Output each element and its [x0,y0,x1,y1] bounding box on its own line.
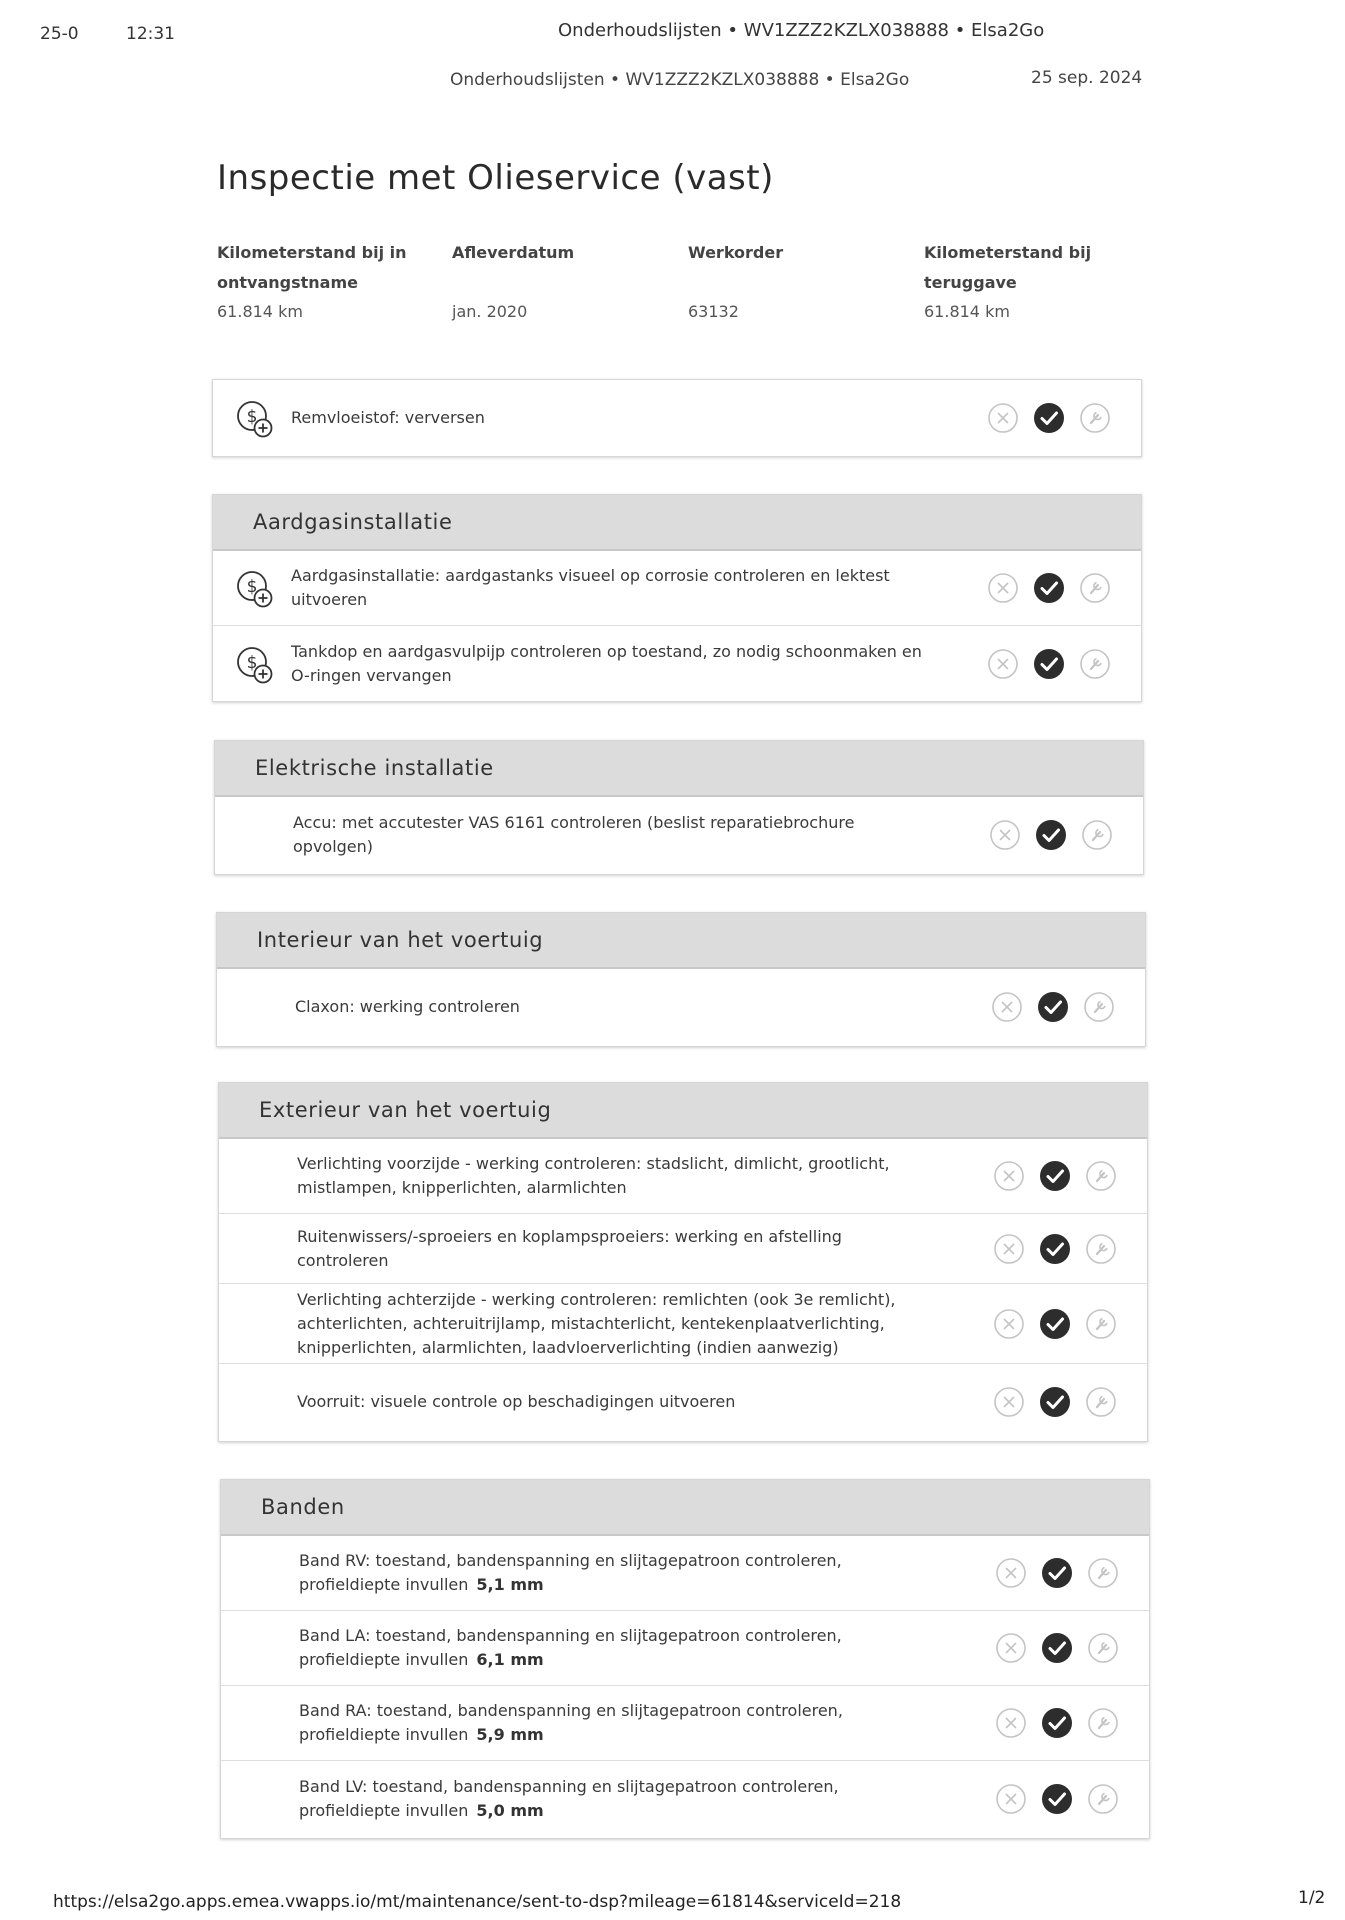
list-item [217,969,1145,1044]
item-text: Tankdop en aardgasvulpijp controleren op toestand, zo nodig schoonmaken en O-ringen vervangen [291,641,922,685]
page-number: 1/2 [1298,1888,1326,1908]
not-ok-icon[interactable] [989,819,1021,851]
list-item [213,551,1141,626]
status-group [987,648,1111,680]
list-item [219,1364,1147,1439]
section-title: Exterieur van het voertuig [219,1083,1147,1139]
page-header-date: 25 sep. 2024 [1031,68,1143,88]
not-ok-icon[interactable] [987,402,1019,434]
wrench-icon[interactable] [1087,1632,1119,1664]
check-icon[interactable] [1033,648,1065,680]
wrench-icon[interactable] [1079,648,1111,680]
list-item [219,1214,1147,1284]
status-group [989,819,1113,851]
info-work-order [688,238,918,326]
cost-icon [235,399,275,439]
check-icon[interactable] [1035,819,1067,851]
status-group [995,1632,1119,1664]
info-value: 63132 [688,302,739,321]
info-value: 61.814 km [217,302,303,321]
section-aardgas [212,494,1142,702]
check-icon[interactable] [1039,1160,1071,1192]
not-ok-icon[interactable] [993,1233,1025,1265]
check-icon[interactable] [1039,1233,1071,1265]
info-label: Kilometerstand bij teruggave [924,243,1092,292]
tire-item [221,1611,1149,1686]
not-ok-icon[interactable] [991,991,1023,1023]
info-value: jan. 2020 [452,302,528,321]
section-interieur [216,912,1146,1047]
item-text [299,1549,939,1597]
info-label: Werkorder [688,243,784,262]
tread-depth-value: 5,9 mm [476,1725,544,1744]
section-title: Interieur van het voertuig [217,913,1145,969]
wrench-icon[interactable] [1087,1557,1119,1589]
not-ok-icon[interactable] [995,1707,1027,1739]
not-ok-icon[interactable] [987,648,1019,680]
item-text: Claxon: werking controleren [295,996,520,1016]
item-text: Accu: met accutester VAS 6161 controleren (beslist reparatiebrochure opvolgen) [293,812,855,856]
wrench-icon[interactable] [1081,819,1113,851]
item-label: Band LV: toestand, bandenspanning en slijtagepatroon controleren, profieldiepte invullen [299,1776,839,1820]
tread-depth-value: 5,0 mm [476,1800,544,1820]
card-top-item [212,379,1142,457]
item-label: Band RA: toestand, bandenspanning en slijtagepatroon controleren, profieldiepte invullen [299,1701,843,1744]
status-group [987,402,1111,434]
check-icon[interactable] [1041,1707,1073,1739]
info-label: Afleverdatum [452,243,575,262]
page-title: Inspectie met Olieservice (vast) [217,158,774,198]
not-ok-icon[interactable] [995,1783,1027,1815]
status-group [993,1233,1117,1265]
item-text [299,1624,939,1672]
status-group [993,1160,1117,1192]
print-date: 25-0 [40,24,79,44]
status-group [995,1783,1119,1815]
wrench-icon[interactable] [1085,1233,1117,1265]
status-group [993,1386,1117,1418]
not-ok-icon[interactable] [987,572,1019,604]
cost-icon [235,645,275,685]
check-icon[interactable] [1041,1632,1073,1664]
check-icon[interactable] [1033,572,1065,604]
wrench-icon[interactable] [1087,1707,1119,1739]
wrench-icon[interactable] [1085,1160,1117,1192]
tire-item [221,1536,1149,1611]
check-icon[interactable] [1039,1386,1071,1418]
section-title: Aardgasinstallatie [213,495,1141,551]
print-title: Onderhoudslijsten • WV1ZZZ2KZLX038888 • Elsa2Go [558,20,1045,41]
status-group [991,991,1115,1023]
wrench-icon[interactable] [1087,1783,1119,1815]
check-icon[interactable] [1033,402,1065,434]
section-banden [220,1479,1150,1839]
wrench-icon[interactable] [1085,1386,1117,1418]
item-text: Voorruit: visuele controle op beschadigingen uitvoeren [297,1391,736,1411]
not-ok-icon[interactable] [995,1557,1027,1589]
status-group [995,1707,1119,1739]
info-mileage-out [924,238,1154,326]
not-ok-icon[interactable] [993,1160,1025,1192]
cost-icon [235,569,275,609]
tread-depth-value: 5,1 mm [476,1575,544,1594]
item-label: Band LA: toestand, bandenspanning en slijtagepatroon controleren, profieldiepte invullen [299,1626,842,1669]
list-item [219,1139,1147,1214]
tire-item [221,1761,1149,1836]
check-icon[interactable] [1041,1783,1073,1815]
print-url: https://elsa2go.apps.emea.vwapps.io/mt/maintenance/sent-to-dsp?mileage=61814&serviceId=218 [53,1892,902,1912]
section-elektrisch [214,740,1144,875]
list-item [213,626,1141,701]
info-label: Kilometerstand bij in ontvangstname [217,243,407,292]
list-item [219,1284,1147,1364]
print-time: 12:31 [126,24,175,44]
item-text: Verlichting achterzijde - werking controleren: remlichten (ook 3e remlicht), achterlichten, achteruitrijlamp, mistachterlicht, kentekenplaatverlichting, knipperlichten, alarmlichten, laadvloerverlichting (indien aanwezig) [297,1289,896,1357]
page-header-text: Onderhoudslijsten • WV1ZZZ2KZLX038888 • Elsa2Go [450,70,910,90]
list-item [213,380,1141,456]
info-delivery-date [452,238,682,326]
not-ok-icon[interactable] [995,1632,1027,1664]
not-ok-icon[interactable] [993,1386,1025,1418]
section-title: Elektrische installatie [215,741,1143,797]
not-ok-icon[interactable] [993,1308,1025,1340]
status-group [987,572,1111,604]
check-icon[interactable] [1039,1308,1071,1340]
check-icon[interactable] [1041,1557,1073,1589]
item-text: Remvloeistof: verversen [291,408,485,427]
item-text [299,1775,939,1823]
wrench-icon[interactable] [1079,572,1111,604]
section-title: Banden [221,1480,1149,1536]
item-text: Aardgasinstallatie: aardgastanks visueel op corrosie controleren en lektest uitvoeren [291,566,890,609]
info-mileage-in [217,238,447,326]
tire-item [221,1686,1149,1761]
item-text: Ruitenwissers/-sproeiers en koplampsproeiers: werking en afstelling controleren [297,1226,842,1270]
tread-depth-value: 6,1 mm [476,1650,544,1669]
wrench-icon[interactable] [1085,1308,1117,1340]
status-group [993,1308,1117,1340]
info-value: 61.814 km [924,302,1010,321]
item-text: Verlichting voorzijde - werking controleren: stadslicht, dimlicht, grootlicht, mistlampen, knipperlichten, alarmlichten [297,1154,890,1197]
check-icon[interactable] [1037,991,1069,1023]
wrench-icon[interactable] [1079,402,1111,434]
item-label: Band RV: toestand, bandenspanning en slijtagepatroon controleren, profieldiepte invullen [299,1551,842,1594]
wrench-icon[interactable] [1083,991,1115,1023]
item-text [299,1699,939,1747]
status-group [995,1557,1119,1589]
list-item [215,797,1143,872]
section-exterieur [218,1082,1148,1442]
